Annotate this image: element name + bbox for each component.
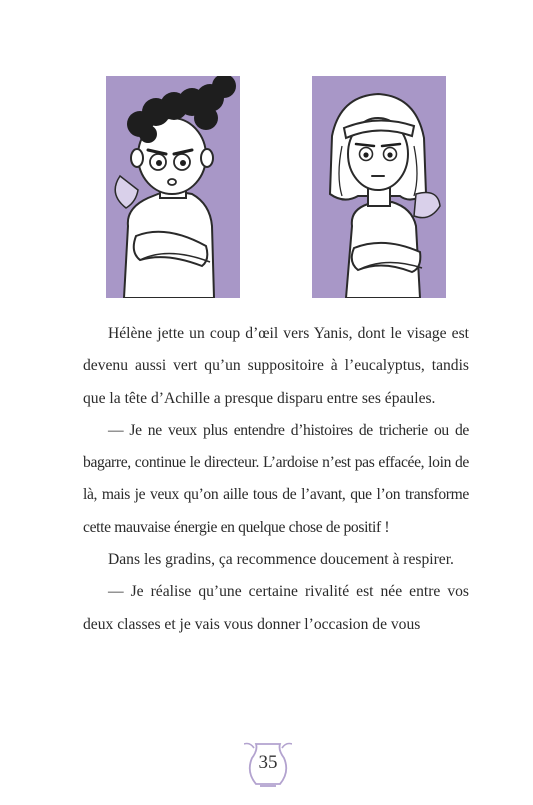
page-number: 35 (258, 752, 278, 773)
paragraph-3: Dans les gradins, ça recommence doucement à respirer. (108, 551, 454, 569)
illustration-student-curly-hair (106, 76, 240, 298)
paragraph-1: Hélène jette un coup d’œil vers Yanis, dont le visage est devenu aussi vert qu’un suppositoire à l’eucalyptus, tandis que la tête d’Achille a presque disparu entre ses épaules. (83, 325, 469, 407)
body-text (83, 318, 469, 641)
illustration-student-headband (312, 76, 446, 298)
page-number-ornament (244, 738, 292, 790)
paragraph-4: — Je réalise qu’une certaine rivalité est née entre vos deux classes et je vais vous donner l’occasion de vous (83, 583, 469, 633)
paragraph-2: — Je ne veux plus entendre d’histoires de tricherie ou de bagarre, continue le directeur. L’ardoise n’est pas effacée, loin de là, mais je veux qu’on aille tous de l’avant, que l’on transforme cette mauvaise énergie en quelque chose de positif ! (83, 421, 469, 536)
